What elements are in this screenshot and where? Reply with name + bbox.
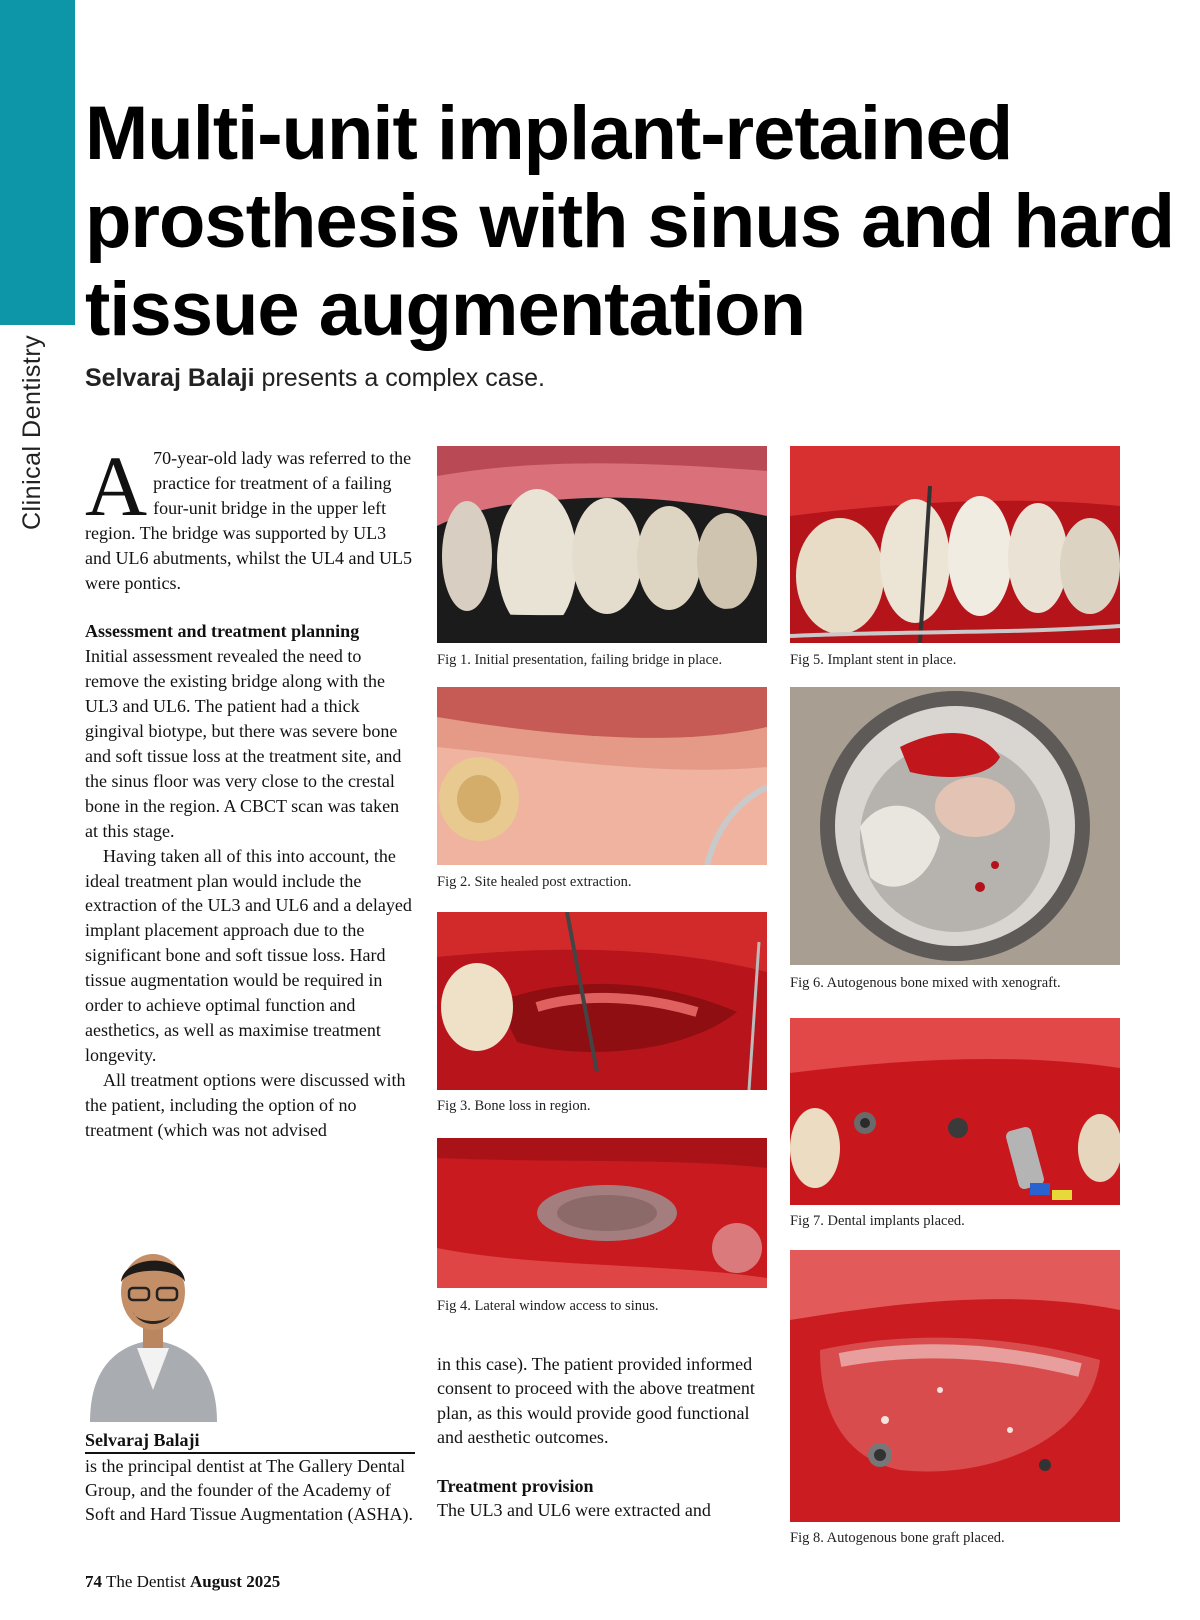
- treatment-paragraph-1: The UL3 and UL6 were extracted and: [437, 1500, 711, 1521]
- figure-8-caption: Fig 8. Autogenous bone graft placed.: [790, 1530, 1005, 1546]
- bio-text: is the principal dentist at The Gallery Dental Group, and the founder of the Academy of Soft and Hard Tissue Augmentation (ASHA).: [85, 1456, 413, 1524]
- assessment-heading: Assessment and treatment planning: [85, 621, 360, 642]
- figure-6-caption: Fig 6. Autogenous bone mixed with xenograft.: [790, 975, 1061, 991]
- assessment-paragraph-2: Having taken all of this into account, the ideal treatment plan would include the extraction of the UL3 and UL6 and a delayed implant placement approach due to the significant bone and soft tissue loss. Hard tissue augmentation would be required in order to achieve optimal function and aesthetics, as well as maximise treatment longevity.: [85, 845, 412, 1065]
- assessment-paragraph-3: All treatment options were discussed with the patient, including the option of no treatment (which was not advised: [85, 1069, 406, 1140]
- dropcap: A: [85, 438, 148, 534]
- figure-4-caption: Fig 4. Lateral window access to sinus.: [437, 1298, 659, 1314]
- treatment-heading: Treatment provision: [437, 1475, 594, 1496]
- article-title: Multi-unit implant-retained prosthesis with sinus and hard tissue augmentation: [85, 91, 1175, 352]
- figure-3-caption: Fig 3. Bone loss in region.: [437, 1098, 591, 1114]
- healed-site-photo-icon: [437, 687, 767, 865]
- intro-text: 70-year-old lady was referred to the practice for treatment of a failing four-unit bridge in the upper left region. The bridge was supported by UL3 and UL6 abutments, whilst the UL4 and UL5 were pontics.: [85, 448, 412, 593]
- continued-paragraph: in this case). The patient provided informed consent to proceed with the above treatment plan, as this would provide good functional and aesthetic outcomes.: [437, 1354, 755, 1448]
- stent-photo-icon: [790, 446, 1120, 643]
- sinus-window-photo-icon: [437, 1138, 767, 1288]
- bridge-photo-icon: [437, 446, 767, 643]
- bone-mix-photo-icon: [790, 687, 1120, 965]
- author-portrait: [85, 1240, 222, 1422]
- page-number: 74: [85, 1572, 102, 1591]
- bone-graft-photo-icon: [790, 1250, 1120, 1522]
- figure-7-caption: Fig 7. Dental implants placed.: [790, 1213, 965, 1229]
- standfirst-author: Selvaraj Balaji: [85, 364, 255, 392]
- figure-2-caption: Fig 2. Site healed post extraction.: [437, 874, 632, 890]
- author-bio: [85, 1428, 415, 1526]
- section-label: Clinical Dentistry: [18, 334, 46, 530]
- standfirst: [85, 364, 545, 393]
- standfirst-text: presents a complex case.: [254, 364, 545, 392]
- assessment-paragraph-1: Initial assessment revealed the need to remove the existing bridge along with the UL3 and UL6. The patient had a thick gingival biotype, but there was severe bone and soft tissue loss at the treatment site, and the sinus floor was very close to the crestal bone in the region. A CBCT scan was taken at this stage.: [85, 646, 402, 841]
- issue-date: August 2025: [190, 1572, 281, 1591]
- page-footer: [85, 1572, 280, 1592]
- bone-loss-photo-icon: [437, 912, 767, 1090]
- figure-1-caption: Fig 1. Initial presentation, failing bridge in place.: [437, 652, 723, 668]
- magazine-name: The Dentist: [105, 1572, 186, 1591]
- implants-photo-icon: [790, 1018, 1120, 1205]
- body-column: [85, 438, 415, 1142]
- figure-5-caption: Fig 5. Implant stent in place.: [790, 652, 957, 668]
- continued-column: [437, 1352, 767, 1522]
- section-color-tab: [0, 0, 75, 325]
- intro-paragraph: [85, 438, 415, 595]
- bio-name: Selvaraj Balaji: [85, 1428, 415, 1454]
